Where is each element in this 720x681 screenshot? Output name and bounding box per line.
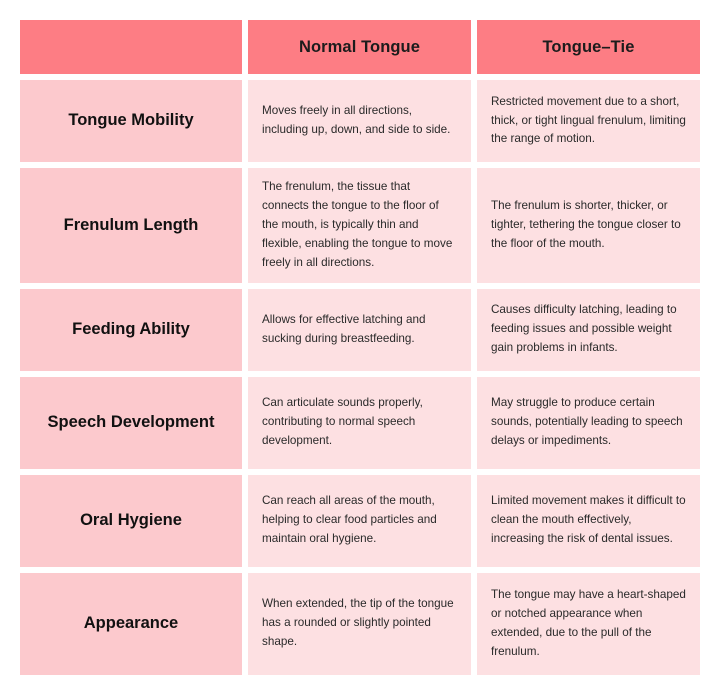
row-label-frenulum-length: Frenulum Length [20,168,242,283]
table-body [20,80,700,675]
table-row [20,80,700,162]
cell-normal-oral-hygiene: Can reach all areas of the mouth, helping to clear food particles and maintain oral hygiene. [248,475,471,567]
table-row [20,475,700,567]
tongue-comparison-table [14,14,706,681]
cell-normal-frenulum-length: The frenulum, the tissue that connects the tongue to the floor of the mouth, is typically thin and flexible, enabling the tongue to move freely in all directions. [248,168,471,283]
table-header [20,20,700,74]
table-row [20,377,700,469]
row-label-tongue-mobility: Tongue Mobility [20,80,242,162]
cell-tongue-tie-speech-development: May struggle to produce certain sounds, potentially leading to speech delays or impediments. [477,377,700,469]
cell-tongue-tie-feeding-ability: Causes difficulty latching, leading to feeding issues and possible weight gain problems in infants. [477,289,700,371]
table-row [20,289,700,371]
header-cell-tongue-tie: Tongue–Tie [477,20,700,74]
header-cell-normal-tongue: Normal Tongue [248,20,471,74]
cell-tongue-tie-oral-hygiene: Limited movement makes it difficult to clean the mouth effectively, increasing the risk of dental issues. [477,475,700,567]
cell-tongue-tie-frenulum-length: The frenulum is shorter, thicker, or tighter, tethering the tongue closer to the floor of the mouth. [477,168,700,283]
header-cell-blank [20,20,242,74]
cell-tongue-tie-mobility: Restricted movement due to a short, thick, or tight lingual frenulum, limiting the range of motion. [477,80,700,162]
table-row [20,168,700,283]
row-label-speech-development: Speech Development [20,377,242,469]
cell-normal-appearance: When extended, the tip of the tongue has a rounded or slightly pointed shape. [248,573,471,675]
row-label-appearance: Appearance [20,573,242,675]
cell-normal-tongue-mobility: Moves freely in all directions, including up, down, and side to side. [248,80,471,162]
cell-tongue-tie-appearance: The tongue may have a heart-shaped or notched appearance when extended, due to the pull of the frenulum. [477,573,700,675]
cell-normal-feeding-ability: Allows for effective latching and sucking during breastfeeding. [248,289,471,371]
table-row [20,573,700,675]
row-label-feeding-ability: Feeding Ability [20,289,242,371]
header-row [20,20,700,74]
row-label-oral-hygiene: Oral Hygiene [20,475,242,567]
cell-normal-speech-development: Can articulate sounds properly, contributing to normal speech development. [248,377,471,469]
